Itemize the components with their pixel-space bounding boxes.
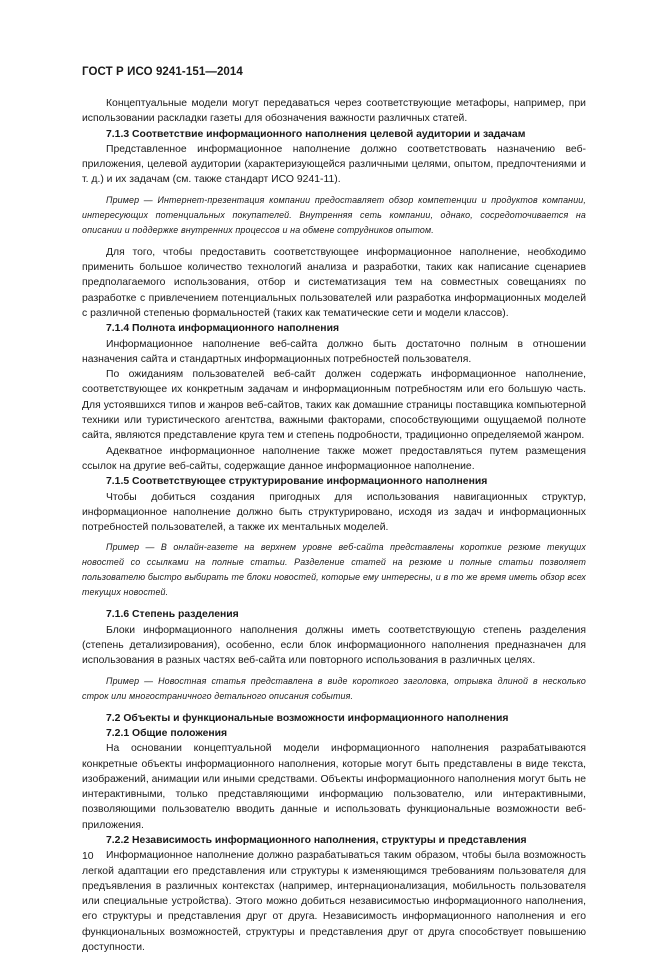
page-number: 10 (82, 851, 94, 862)
paragraph: На основании концептуальной модели информационного наполнения разрабатываются конкретные объекты информационного наполнения, которые могут быть представлены в виде текста, изображений, анимации или иными средствами. Объекты информационного наполнения могут быть не интерактивными, только представляющими информацию пользователю, или интерактивными, позволяющими пользователю вводить данные и использовать функциональные возможности веб-приложения. (82, 743, 586, 831)
section-heading-7-2-1: 7.2.1 Общие положения (106, 727, 228, 739)
paragraph: По ожиданиям пользователей веб-сайт должен содержать информационное наполнение, соответствующее их конкретным задачам и информационным потребностям или его большую часть. Для устоявшихся типов и жанров веб-сайтов, таких как домашние страницы поставщика компьютерной техники или туристического агентства, важными факторами, способствующими ощущаемой полноте сайта, являются представление круга тем и степень подробности, традиционно определяемой жанром. (82, 369, 586, 442)
section-heading-7-1-3: 7.1.3 Соответствие информационного наполнения целевой аудитории и задачам (106, 128, 526, 140)
section-heading-7-1-5: 7.1.5 Соответствующее структурирование информационного наполнения (106, 476, 488, 488)
section-heading-7-1-4: 7.1.4 Полнота информационного наполнения (106, 323, 340, 335)
paragraph: Чтобы добиться создания пригодных для использования навигационных структур, информационное наполнение должно быть структурировано, исходя из задач и информационных потребностей пользователей, а также их ментальных моделей. (82, 491, 586, 534)
example-note: Пример — В онлайн-газете на верхнем уровне веб-сайта представлены короткие резюме текущих новостей со ссылками на полные статьи. Разделение статей на резюме и полные статьи позволяет пользователю быстро выбирать те блоки новостей, которые ему интересны, и в то же время иметь обзор всех текущих новостей. (82, 542, 586, 598)
section-heading-7-2: 7.2 Объекты и функциональные возможности информационного наполнения (106, 712, 509, 724)
example-note: Пример — Новостная статья представлена в виде короткого заголовка, отрывка длиной в несколько строк или многостраничного детального описания события. (82, 675, 586, 701)
section-heading-7-2-2: 7.2.2 Независимость информационного наполнения, структуры и представления (106, 834, 527, 846)
document-body (82, 96, 586, 955)
paragraph: Информационное наполнение должно разрабатываться таким образом, чтобы была возможность легкой адаптации его представления или структуры к изменяющимся требованиям пользователя для предъявления в различных контекстах (например, интернационализация, мобильность пользователя или специальные устройства). Этого можно добиться независимостью информационного наполнения, его структуры и представления друг от друга. Независимость информационного наполнения и его функциональных возможностей, структуры и представления друг от друга способствует повышению доступности. (82, 850, 586, 954)
paragraph: Концептуальные модели могут передаваться через соответствующие метафоры, например, при использовании раскладки газеты для обозначения важности различных статей. (82, 98, 586, 125)
paragraph: Для того, чтобы предоставить соответствующее информационное наполнение, необходимо применить большое количество технологий анализа и разработки, таких как написание сценариев предполагаемого использования, отбор и систематизация тем на совместных совещаниях по разработке с привлечением потенциальных пользователей или разработка информационных моделей с различной степенью формальностей (таких как тематические сети и модели классов). (82, 246, 586, 319)
document-header: ГОСТ Р ИСО 9241-151—2014 (82, 66, 243, 78)
section-heading-7-1-6: 7.1.6 Степень разделения (106, 609, 239, 621)
paragraph: Блоки информационного наполнения должны иметь соответствующую степень разделения (степень детализирования), особенно, если блок информационного наполнения предназначен для использования в разных частях веб-сайта или повторного использования в различных целях. (82, 624, 586, 667)
paragraph: Адекватное информационное наполнение также может предоставляться путем размещения ссылок на другие веб-сайты, содержащие данное информационное наполнение. (82, 445, 586, 472)
example-note: Пример — Интернет-презентация компании предоставляет обзор компетенции и продуктов компании, интересующих потенциальных покупателей. Внутренняя сеть компании, однако, сосредоточивается на описании и поддержке внутренних процессов и на обмене сотрудников опытом. (82, 194, 586, 235)
paragraph: Информационное наполнение веб-сайта должно быть достаточно полным в отношении назначения сайта и стандартных информационных потребностей пользователя. (82, 338, 586, 365)
paragraph: Представленное информационное наполнение должно соответствовать назначению веб-приложения, целевой аудитории (характеризующейся различными целями, опытом, предпочтениями и т. д.) и их задачам (см. также стандарт ИСО 9241-11). (82, 143, 586, 186)
